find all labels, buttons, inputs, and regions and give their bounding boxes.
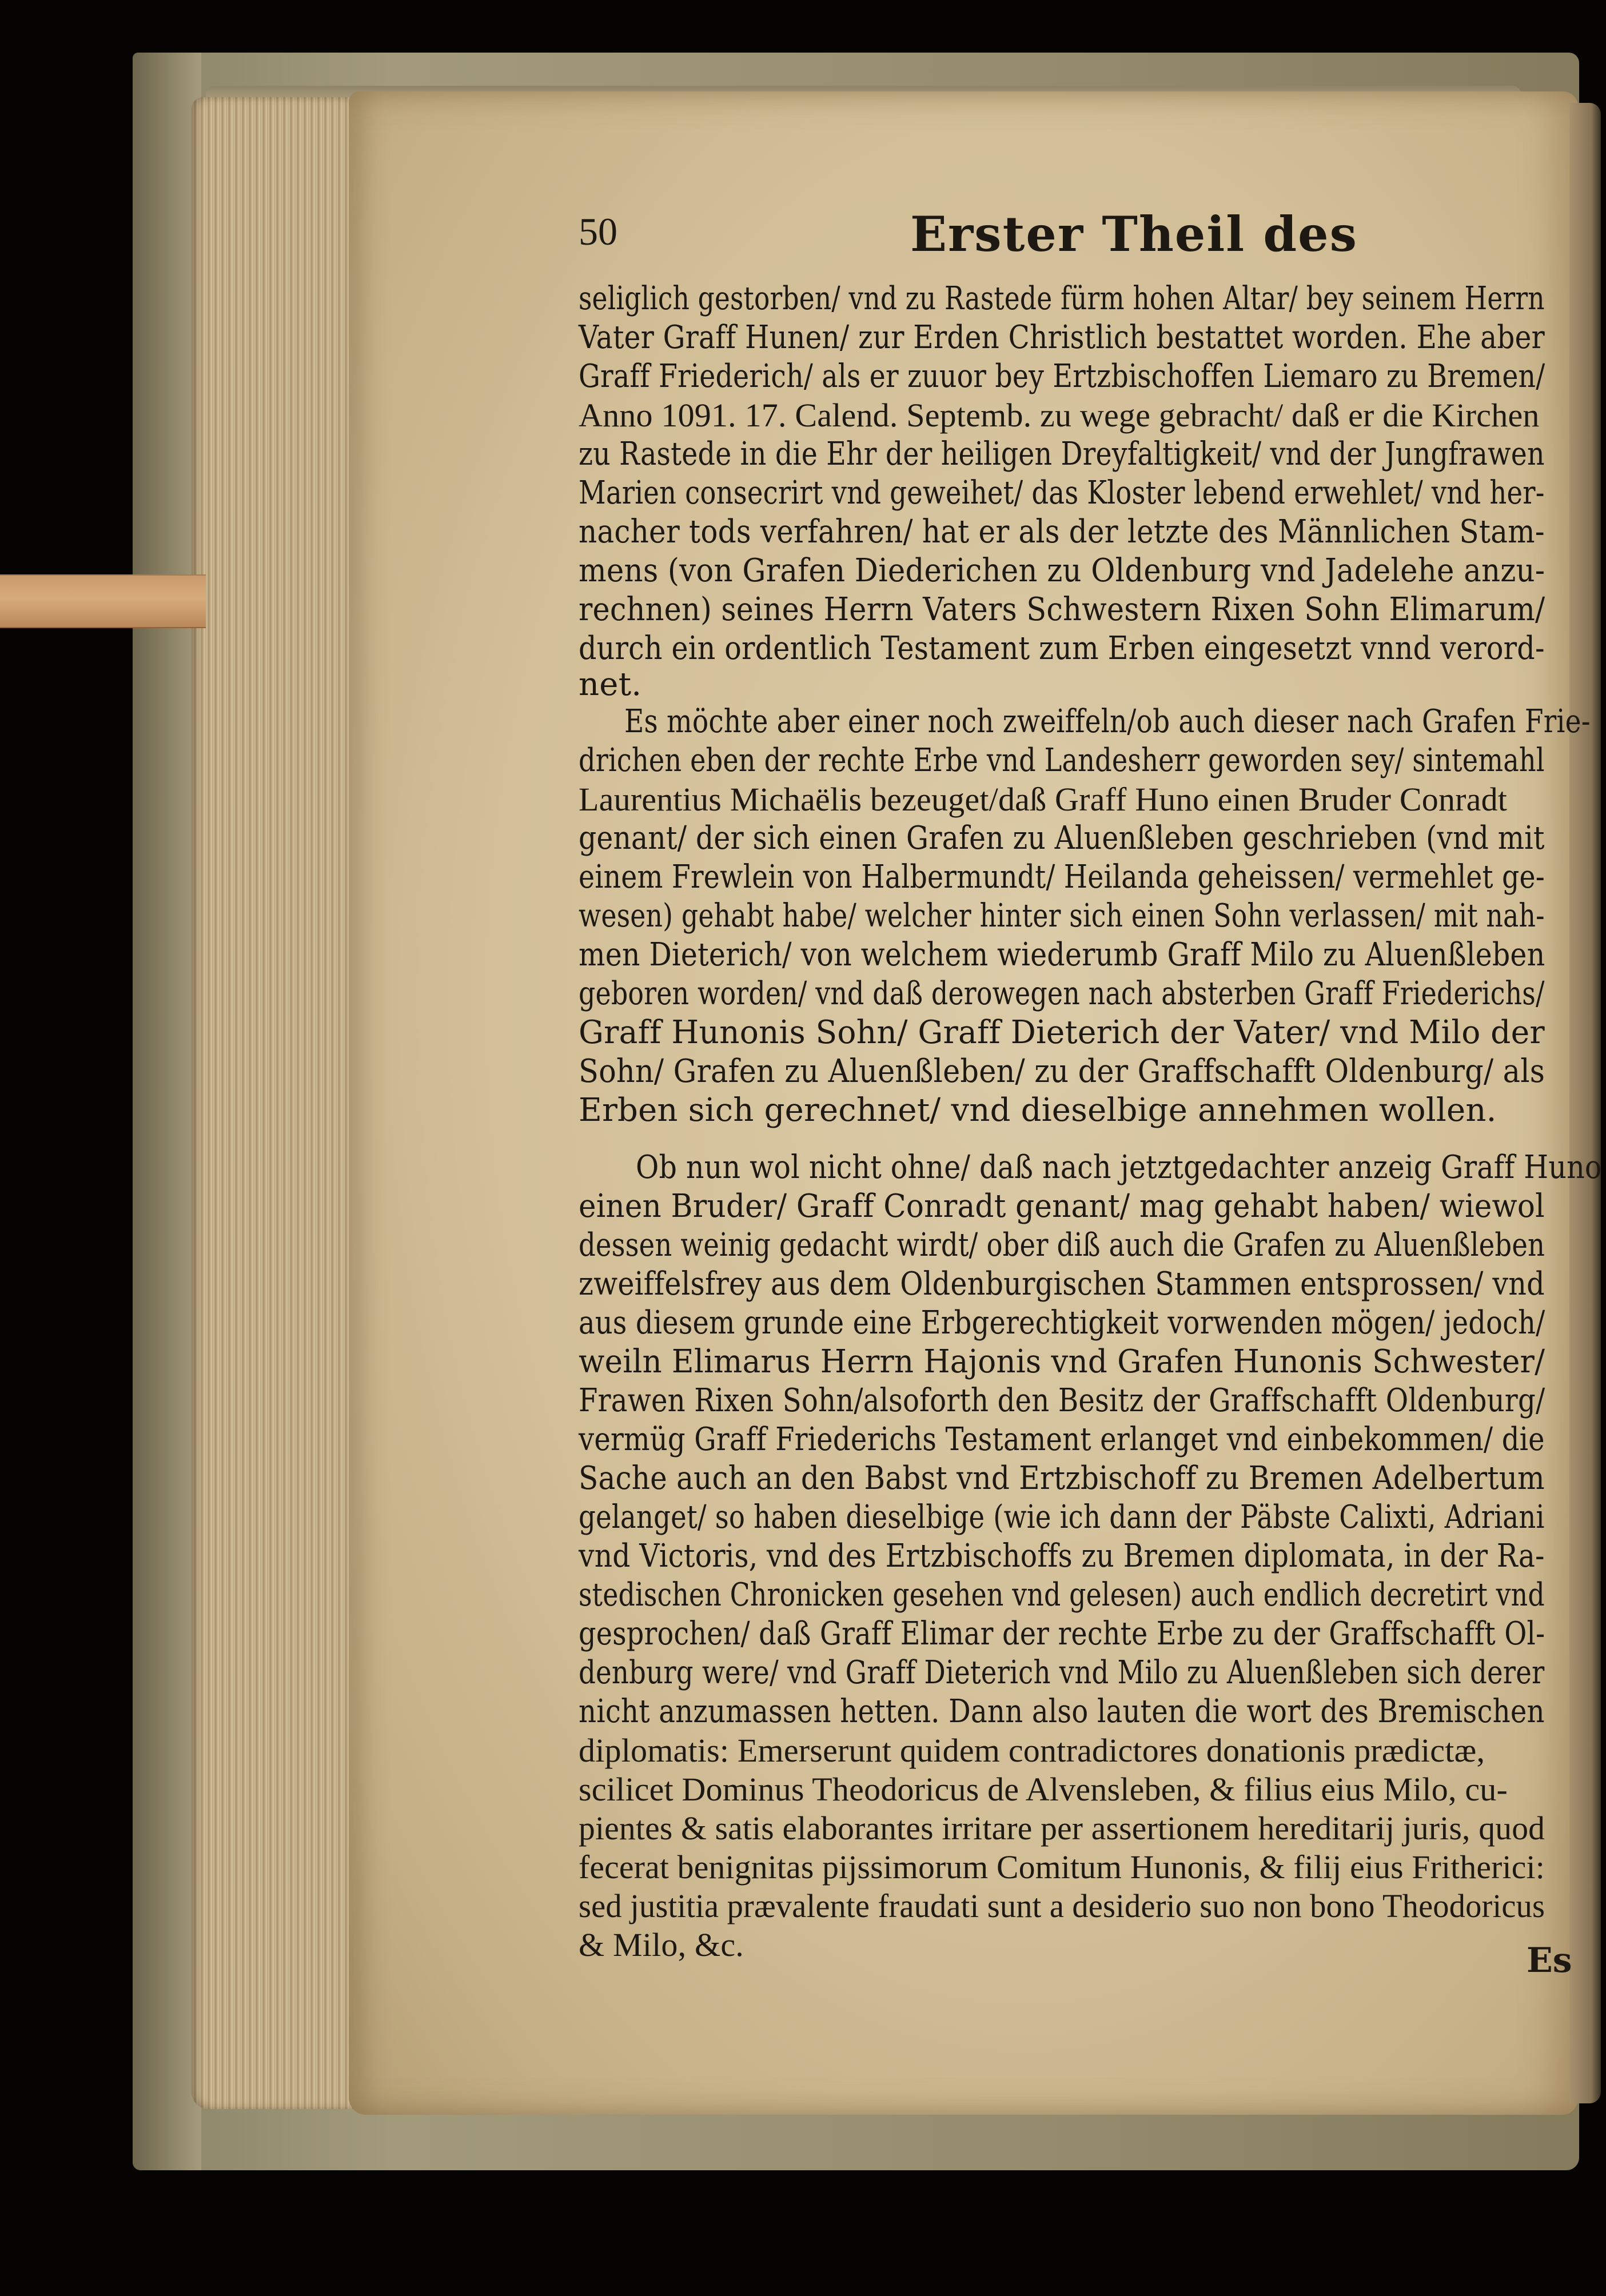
text-line: mens (von Grafen Diederichen zu Oldenburg vnd Jadelehe anzu- xyxy=(579,552,1545,589)
text-line: Es möchte aber einer noch zweiffeln/ob auch dieser nach Grafen Frie- xyxy=(624,703,1591,740)
text-line: gelanget/ so haben dieselbige (wie ich dann der Päbste Calixti, Adriani xyxy=(579,1499,1545,1536)
text-line: Ob nun wol nicht ohne/ daß nach jetztgedachter anzeig Graff Huno xyxy=(636,1149,1602,1186)
text-line: dessen weinig gedacht wirdt/ ober diß auch die Grafen zu Aluenßleben xyxy=(579,1227,1545,1264)
text-line: & Milo, &c. xyxy=(579,1926,744,1963)
text-line: nicht anzumassen hetten. Dann also lauten die wort des Bremischen xyxy=(579,1693,1545,1730)
text-line: durch ein ordentlich Testament zum Erben eingesetzt vnnd verord- xyxy=(579,630,1545,667)
text-line: pientes & satis elaborantes irritare per assertionem hereditarij juris, quod xyxy=(579,1810,1545,1847)
text-line: net. xyxy=(579,666,642,703)
text-line: Graff Hunonis Sohn/ Graff Dieterich der Vater/ vnd Milo der xyxy=(579,1014,1545,1051)
text-line: einem Frewlein von Halbermundt/ Heilanda geheissen/ vermehlet ge- xyxy=(579,858,1545,896)
text-line: fecerat benignitas pijssimorum Comitum Hunonis, & filij eius Fritherici: xyxy=(579,1848,1545,1886)
next-leaf-edge xyxy=(1569,103,1601,2103)
text-line: Laurentius Michaëlis bezeuget/daß Graff Huno einen Bruder Conradt xyxy=(579,781,1508,818)
text-line: Graff Friederich/ als er zuuor bey Ertzbischoffen Liemaro zu Bremen/ xyxy=(579,358,1545,395)
text-line: geboren worden/ vnd daß derowegen nach absterben Graff Friederichs/ xyxy=(579,975,1545,1012)
text-line: Anno 1091. 17. Calend. Septemb. zu wege gebracht/ daß er die Kirchen xyxy=(579,397,1540,434)
text-line: nacher tods verfahren/ hat er als der letzte des Männlichen Stam- xyxy=(579,513,1545,550)
text-line: Sache auch an den Babst vnd Ertzbischoff zu Bremen Adelbertum xyxy=(579,1460,1545,1497)
text-line: Vater Graff Hunen/ zur Erden Christlich bestattet worden. Ehe aber xyxy=(579,319,1545,356)
text-line: Frawen Rixen Sohn/alsoforth den Besitz der Graffschafft Oldenburg/ xyxy=(579,1382,1545,1419)
page-stack-edges xyxy=(192,97,363,2109)
catchword: Es xyxy=(1527,1940,1572,1980)
text-line: scilicet Dominus Theodoricus de Alvensleben, & filius eius Milo, cu- xyxy=(579,1771,1508,1808)
text-line: men Dieterich/ von welchem wiederumb Graff Milo zu Aluenßleben xyxy=(579,936,1545,973)
text-line: Erben sich gerechnet/ vnd dieselbige annehmen wollen. xyxy=(579,1092,1497,1129)
ribbon-bookmark[interactable] xyxy=(0,574,206,628)
text-line: zu Rastede in die Ehr der heiligen Dreyfaltigkeit/ vnd der Jungfrawen xyxy=(579,436,1545,473)
text-line: vnd Victoris, vnd des Ertzbischoffs zu Bremen diplomata, in der Ra- xyxy=(579,1538,1545,1575)
page-header xyxy=(579,206,1571,269)
text-line: gesprochen/ daß Graff Elimar der rechte Erbe zu der Graffschafft Ol- xyxy=(579,1615,1545,1652)
cover-edge xyxy=(133,53,201,2170)
text-line: sed justitia prævalente fraudati sunt a desiderio suo non bono Theodoricus xyxy=(579,1887,1545,1924)
page-number: 50 xyxy=(579,210,617,253)
text-line: Sohn/ Grafen zu Aluenßleben/ zu der Graffschafft Oldenburg/ als xyxy=(579,1053,1545,1090)
text-line: seliglich gestorben/ vnd zu Rastede fürm hohen Altar/ bey seinem Herrn xyxy=(579,280,1545,317)
text-line: wesen) gehabt habe/ welcher hinter sich einen Sohn verlassen/ mit nah- xyxy=(579,897,1545,935)
text-line: zweiffelsfrey aus dem Oldenburgischen Stammen entsprossen/ vnd xyxy=(579,1265,1545,1303)
text-line: weiln Elimarus Herrn Hajonis vnd Grafen Hunonis Schwester/ xyxy=(579,1343,1545,1380)
text-line: diplomatis: Emerserunt quidem contradictores donationis prædictæ, xyxy=(579,1732,1485,1769)
text-line: einen Bruder/ Graff Conradt genant/ mag gehabt haben/ wiewol xyxy=(579,1188,1545,1225)
running-head: Erster Theil des xyxy=(910,206,1358,262)
text-line: Marien consecrirt vnd geweihet/ das Kloster lebend erwehlet/ vnd her- xyxy=(579,474,1545,512)
text-line: rechnen) seines Herrn Vaters Schwestern Rixen Sohn Elimarum/ xyxy=(579,591,1545,628)
text-line: denburg were/ vnd Graff Dieterich vnd Milo zu Aluenßleben sich derer xyxy=(579,1654,1545,1691)
text-line: aus diesem grunde eine Erbgerechtigkeit vorwenden mögen/ jedoch/ xyxy=(579,1304,1545,1341)
text-line: genant/ der sich einen Grafen zu Aluenßleben geschrieben (vnd mit xyxy=(579,820,1545,857)
text-line: stedischen Chronicken gesehen vnd gelesen) auch endlich decretirt vnd xyxy=(579,1576,1545,1614)
text-line: vermüg Graff Friederichs Testament erlanget vnd einbekommen/ die xyxy=(579,1421,1545,1458)
text-line: drichen eben der rechte Erbe vnd Landesherr geworden sey/ sintemahl xyxy=(579,742,1545,779)
